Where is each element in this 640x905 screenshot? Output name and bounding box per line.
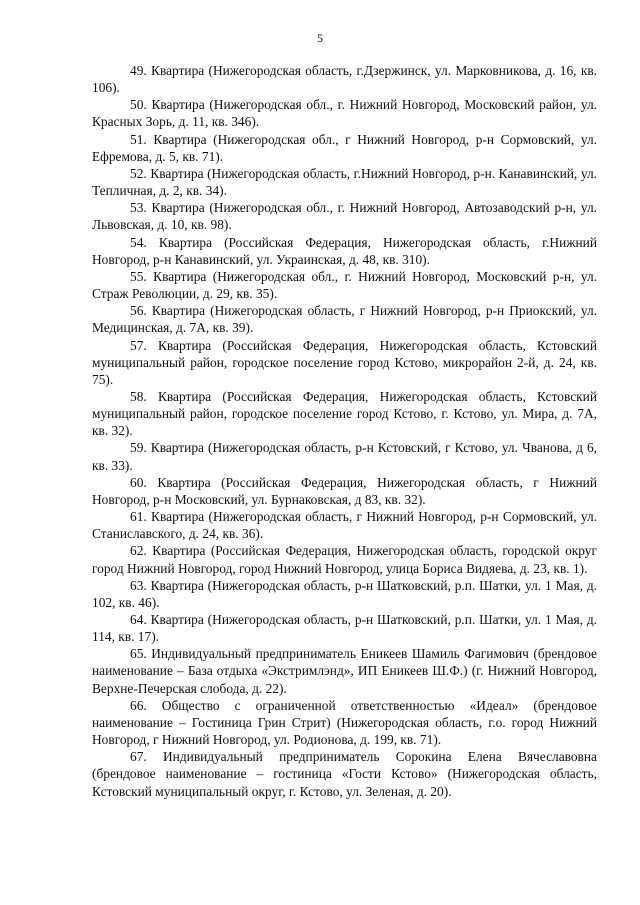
list-item: 63. Квартира (Нижегородская область, р-н Шатковский, р.п. Шатки, ул. 1 Мая, д. 102, кв. 46). bbox=[92, 577, 597, 610]
list-item: 58. Квартира (Российская Федерация, Нижегородская область, Кстовский муниципальный район, городское поселение город Кстово, г. Кстово, ул. Мира, д. 7А, кв. 32). bbox=[92, 388, 597, 439]
list-item: 53. Квартира (Нижегородская обл., г. Нижний Новгород, Автозаводский р-н, ул. Львовская, д. 10, кв. 98). bbox=[92, 200, 597, 233]
list-item: 55. Квартира (Нижегородская обл., г. Нижний Новгород, Московский р-н, ул. Страж Революции, д. 29, кв. 35). bbox=[92, 268, 597, 302]
list-item: 49. Квартира (Нижегородская область, г.Дзержинск, ул. Марковникова, д. 16, кв. 106). bbox=[92, 63, 597, 96]
list-item: 61. Квартира (Нижегородская область, г Нижний Новгород, р-н Сормовский, ул. Станиславского, д. 24, кв. 36). bbox=[92, 509, 597, 542]
list-item: 62. Квартира (Российская Федерация, Нижегородская область, городской округ город Нижний Новгород, город Нижний Новгород, улица Бориса Видяева, д. 23, кв. 1). bbox=[92, 543, 597, 576]
list-item: 60. Квартира (Российская Федерация, Нижегородская область, г Нижний Новгород, р-н Московский, ул. Бурнаковская, д 83, кв. 32). bbox=[92, 474, 597, 507]
page-number: 5 bbox=[317, 31, 323, 45]
list-item: 67. Индивидуальный предприниматель Сорокина Елена Вячеславовна (брендовое наименование – гостиница «Гости Кстово» (Нижегородская область, Кстовский муниципальный округ, г. Кстово, ул. Зеленая, д. 20). bbox=[92, 749, 597, 799]
list-item: 66. Общество с ограниченной ответственностью «Идеал» (брендовое наименование – Гостиница Грин Стрит) (Нижегородская область, г.о. город Нижний Новгород, г Нижний Новгород, ул. Родионова, д. 199, кв. 71). bbox=[92, 697, 597, 748]
list-item: 57. Квартира (Российская Федерация, Нижегородская область, Кстовский муниципальный район, городское поселение город Кстово, микрорайон 2-й, д. 24, кв. 75). bbox=[92, 337, 597, 387]
entry-list bbox=[92, 62, 597, 800]
list-item: 59. Квартира (Нижегородская область, р-н Кстовский, г Кстово, ул. Чванова, д 6, кв. 33). bbox=[92, 440, 597, 473]
list-item: 56. Квартира (Нижегородская область, г Нижний Новгород, р-н Приокский, ул. Медицинская, д. 7А, кв. 39). bbox=[92, 303, 597, 336]
list-item: 65. Индивидуальный предприниматель Еникеев Шамиль Фагимович (брендовое наименование – База отдыха «Экстримлэнд», ИП Еникеев Ш.Ф.) (г. Нижний Новгород, Верхне-Печерская слобода, д. 22). bbox=[92, 646, 597, 696]
list-item: 52. Квартира (Нижегородская область, г.Нижний Новгород, р-н. Канавинский, ул. Тепличная, д. 2, кв. 34). bbox=[92, 165, 597, 199]
list-item: 51. Квартира (Нижегородская обл., г Нижний Новгород, р-н Сормовский, ул. Ефремова, д. 5, кв. 71). bbox=[92, 131, 597, 164]
list-item: 64. Квартира (Нижегородская область, р-н Шатковский, р.п. Шатки, ул. 1 Мая, д. 114, кв. 17). bbox=[92, 612, 597, 645]
list-item: 54. Квартира (Российская Федерация, Нижегородская область, г.Нижний Новгород, р-н Канавинский, ул. Украинская, д. 48, кв. 310). bbox=[92, 234, 597, 267]
list-item: 50. Квартира (Нижегородская обл., г. Нижний Новгород, Московский район, ул. Красных Зорь, д. 11, кв. 346). bbox=[92, 97, 597, 130]
